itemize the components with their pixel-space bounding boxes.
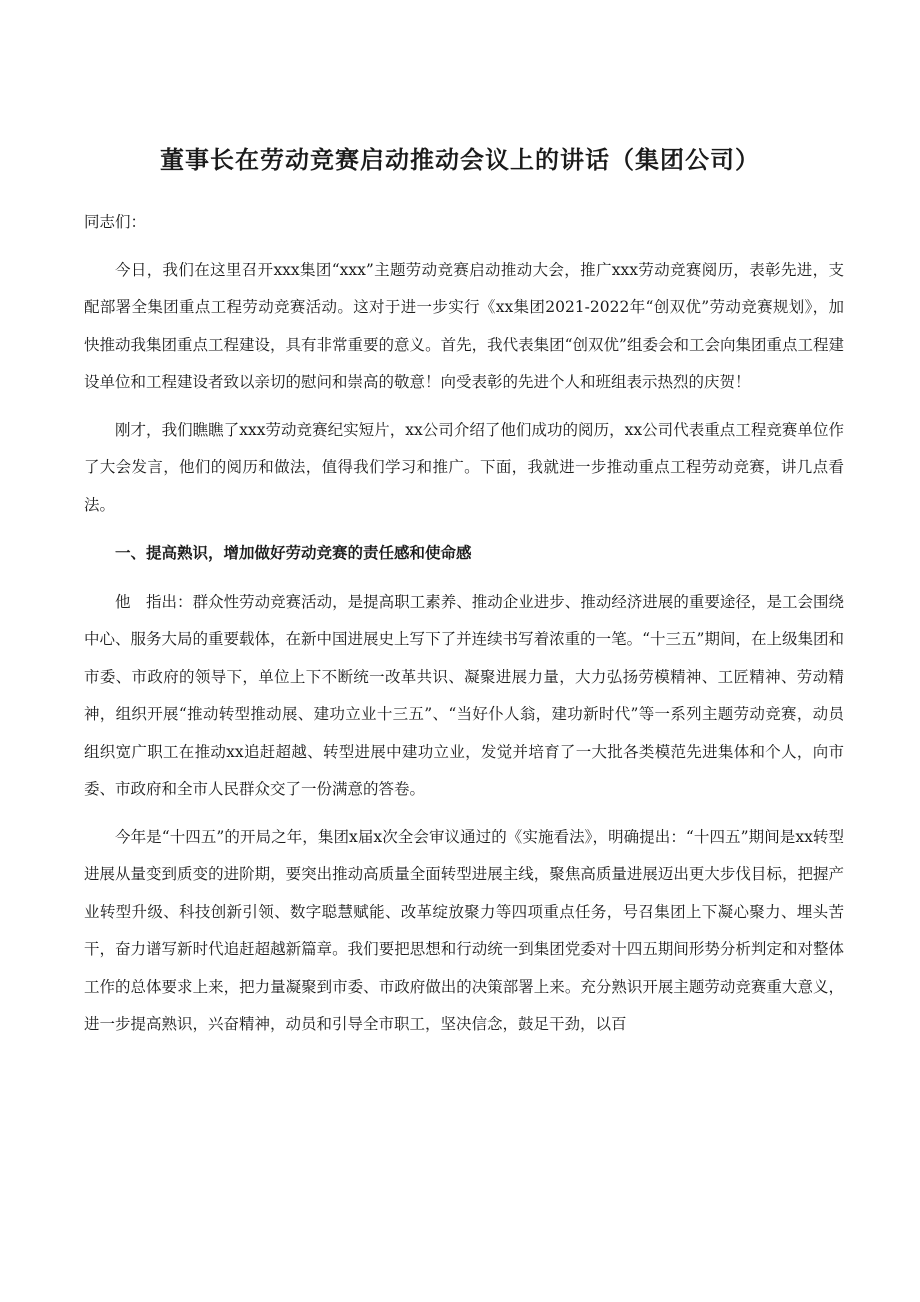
paragraph-opening: 今日，我们在这里召开xxx集团“xxx”主题劳动竞赛启动推动大会，推广xxx劳动竞赛阅历，表彰先进，支配部署全集团重点工程劳动竞赛活动。这对于进一步实行《xx集团2021-2022年“创双优”劳动竞赛规划》，加快推动我集团重点工程建设，具有非常重要的意义。首先，我代表集团“创双优”组委会和工会向集团重点工程建设单位和工程建设者致以亲切的慰问和崇高的敬意！向受表彰的先进个人和班组表示热烈的庆贺！: [84, 260, 844, 391]
document-body: [84, 204, 844, 1044]
salutation: 同志们：: [84, 213, 147, 231]
section-paragraph-1: [84, 584, 844, 809]
paragraph-review: 刚才，我们瞧瞧了xxx劳动竞赛纪实短片，xx公司介绍了他们成功的阅历，xx公司代表重点工程竞赛单位作了大会发言，他们的阅历和做法，值得我们学习和推广。下面，我就进一步推动重点工程劳动竞赛，讲几点看法。: [84, 420, 844, 514]
section-lead: 他 指出：: [115, 592, 193, 611]
section-paragraph-1-text: 群众性劳动竞赛活动，是提高职工素养、推动企业进步、推动经济进展的重要途径，是工会围绕中心、服务大局的重要载体，在新中国进展史上写下了并连续书写着浓重的一笔。“十三五”期间，在上级集团和市委、市政府的领导下，单位上下不断统一改革共识、凝聚进展力量，大力弘扬劳模精神、工匠精神、劳动精神，组织开展“推动转型推动展、建功立业十三五”、“当好仆人翁，建功新时代”等一系列主题劳动竞赛，动员组织宽广职工在推动xx追赶超越、转型进展中建功立业，发觉并培育了一大批各类模范先进集体和个人，向市委、市政府和全市人民群众交了一份满意的答卷。: [84, 592, 844, 798]
document-title: 董事长在劳动竞赛启动推动会议上的讲话（集团公司）: [160, 145, 760, 174]
section-heading: 一、提高熟识，增加做好劳动竞赛的责任感和使命感: [115, 543, 472, 562]
section-paragraph-2: 今年是“十四五”的开局之年，集团x届x次全会审议通过的《实施看法》，明确提出：“十四五”期间是xx转型进展从量变到质变的进阶期，要突出推动高质量全面转型进展主线，聚焦高质量进展迈出更大步伐目标，把握产业转型升级、科技创新引领、数字聪慧赋能、改革绽放聚力等四项重点任务，号召集团上下凝心聚力、埋头苦干，奋力谱写新时代追赶超越新篇章。我们要把思想和行动统一到集团党委对十四五期间形势分析判定和对整体工作的总体要求上来，把力量凝聚到市委、市政府做出的决策部署上来。充分熟识开展主题劳动竞赛重大意义，进一步提高熟识，兴奋精神，动员和引导全市职工，坚决信念，鼓足干劲，以百: [84, 827, 844, 1033]
